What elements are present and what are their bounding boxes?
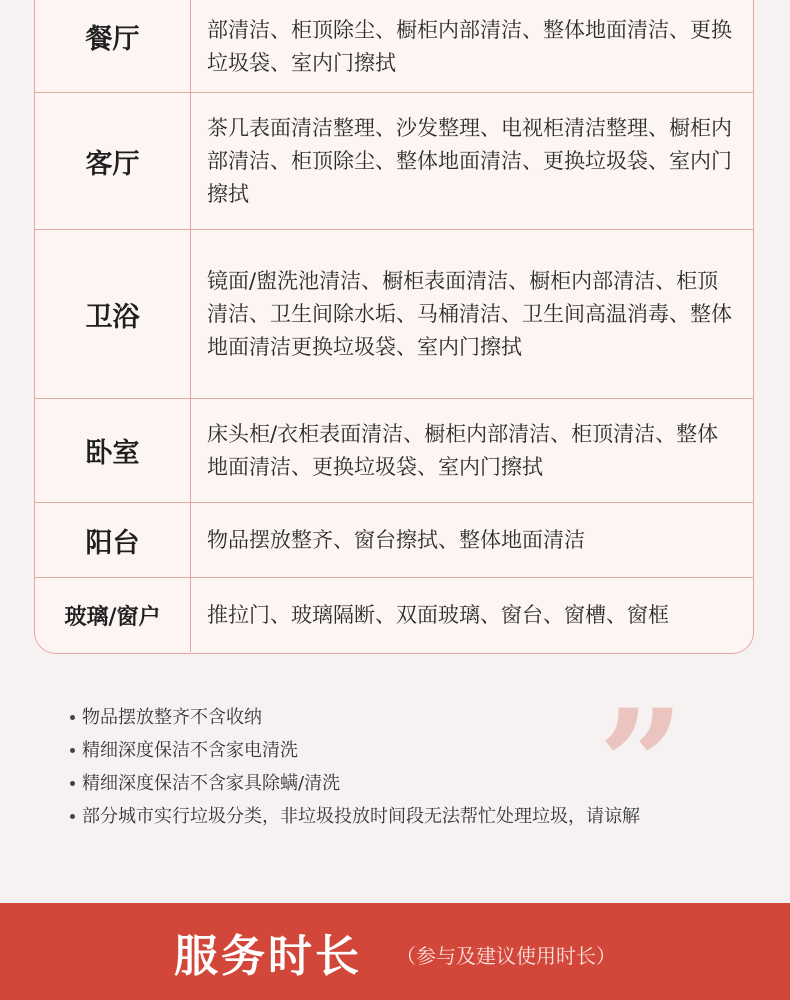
room-tasks-text: 物品摆放整齐、窗台擦拭、整体地面清洁 xyxy=(207,527,585,552)
table-row xyxy=(35,399,753,503)
quote-mark-icon: ” xyxy=(598,677,671,853)
banner-title: 服务时长 xyxy=(174,930,362,982)
banner-subtitle: （参与及建议使用时长） xyxy=(396,944,616,968)
room-name: 餐厅 xyxy=(35,0,191,92)
room-name: 客厅 xyxy=(35,93,191,229)
table-row xyxy=(35,230,753,399)
room-name: 玻璃/窗户 xyxy=(35,578,191,652)
room-tasks-text: 床头柜/衣柜表面清洁、橱柜内部清洁、柜顶清洁、整体地面清洁、更换垃圾袋、室内门擦拭 xyxy=(207,421,719,479)
section-banner xyxy=(0,903,790,1000)
room-tasks-text: 部清洁、柜顶除尘、橱柜内部清洁、整体地面清洁、更换垃圾袋、室内门擦拭 xyxy=(207,17,732,75)
room-tasks xyxy=(207,578,733,652)
room-tasks xyxy=(207,93,733,229)
service-table-card xyxy=(34,0,754,654)
room-tasks xyxy=(207,230,733,398)
table-row xyxy=(35,0,753,93)
room-tasks-text: 茶几表面清洁整理、沙发整理、电视柜清洁整理、橱柜内部清洁、柜顶除尘、整体地面清洁、更换垃圾袋、室内门擦拭 xyxy=(207,115,732,206)
room-tasks xyxy=(207,0,733,92)
table-row xyxy=(35,578,753,652)
list-item: 精细深度保洁不含家具除螨/清洗 xyxy=(68,767,708,800)
table-row xyxy=(35,93,753,230)
table-row xyxy=(35,503,753,578)
room-tasks-text: 推拉门、玻璃隔断、双面玻璃、窗台、窗槽、窗框 xyxy=(207,602,669,627)
list-item: 部分城市实行垃圾分类，非垃圾投放时间段无法帮忙处理垃圾，请谅解 xyxy=(68,800,708,833)
room-tasks xyxy=(207,503,733,577)
room-name: 阳台 xyxy=(35,503,191,577)
list-item: 物品摆放整齐不含收纳 xyxy=(68,701,708,734)
list-item: 精细深度保洁不含家电清洗 xyxy=(68,734,708,767)
room-tasks-text: 镜面/盥洗池清洁、橱柜表面清洁、橱柜内部清洁、柜顶清洁、卫生间除水垢、马桶清洁、卫生间高温消毒、整体地面清洁更换垃圾袋、室内门擦拭 xyxy=(207,268,732,359)
room-tasks xyxy=(207,399,733,502)
room-name: 卫浴 xyxy=(35,230,191,398)
room-name: 卧室 xyxy=(35,399,191,502)
